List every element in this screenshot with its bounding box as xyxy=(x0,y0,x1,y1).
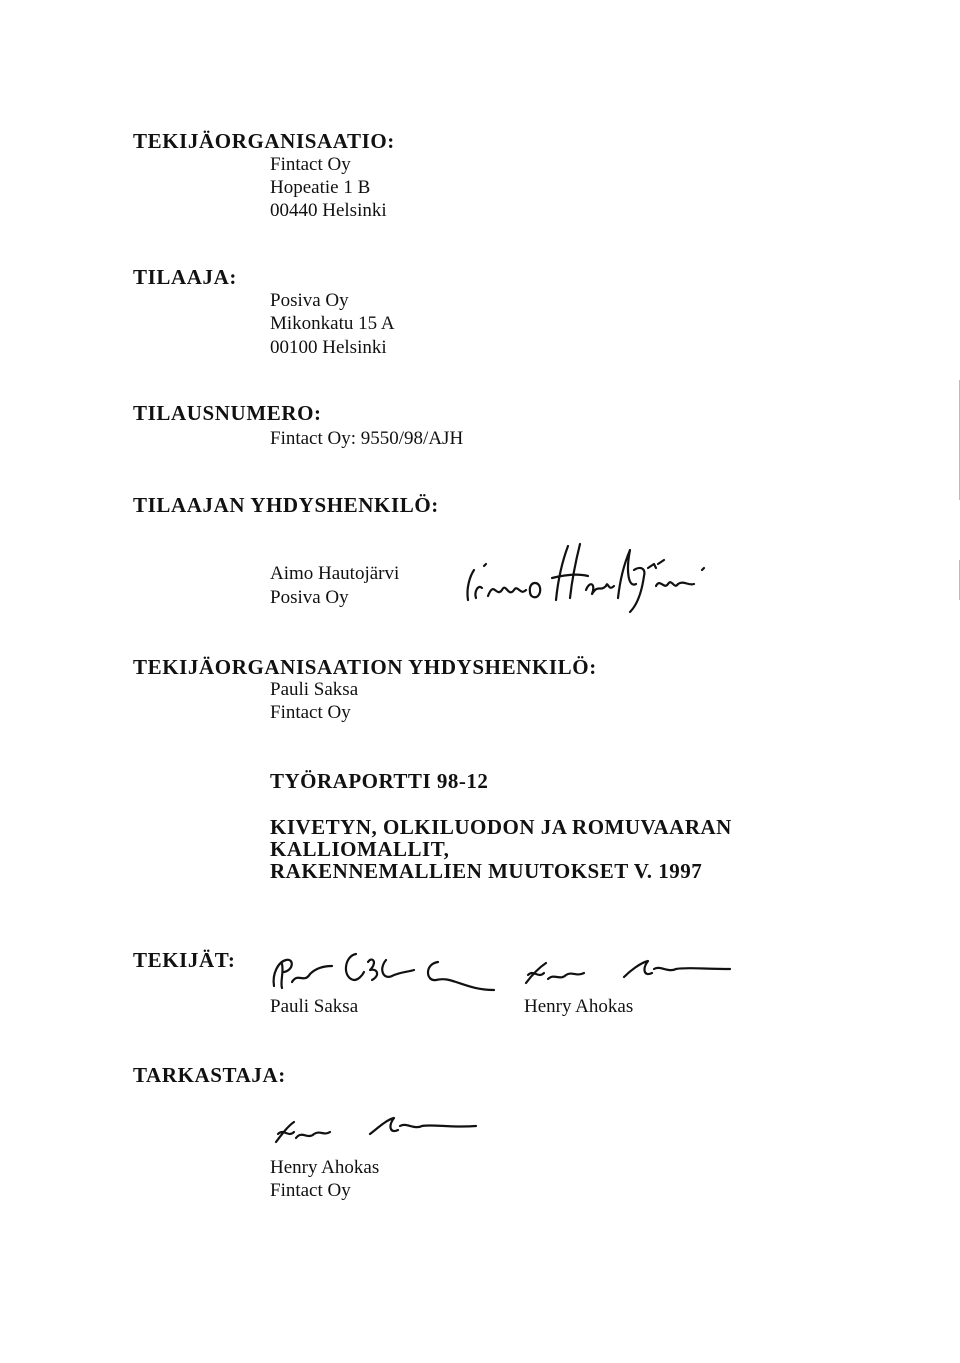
tekijaorganisaation-yhdyshenkilo-name: Pauli Saksa xyxy=(270,679,359,700)
tilaaja-line-1: Posiva Oy xyxy=(270,290,349,311)
tekijaorganisaation-yhdyshenkilo-org: Fintact Oy xyxy=(270,702,351,723)
tilaaja-label: TILAAJA: xyxy=(133,265,237,289)
signature-henry-ahokas-icon xyxy=(520,955,735,995)
signature-aimo-hautojarvi-icon xyxy=(458,540,708,615)
signature-tarkastaja-icon xyxy=(270,1110,480,1155)
report-title-line-2: KALLIOMALLIT, xyxy=(270,837,450,861)
tilausnumero-value: Fintact Oy: 9550/98/AJH xyxy=(270,428,464,449)
tilaajan-yhdyshenkilo-org: Posiva Oy xyxy=(270,587,349,608)
tekijaorganisaation-yhdyshenkilo-label: TEKIJÄORGANISAATION YHDYSHENKILÖ: xyxy=(133,655,597,679)
tilaajan-yhdyshenkilo-label: TILAAJAN YHDYSHENKILÖ: xyxy=(133,493,439,517)
tilaajan-yhdyshenkilo-name: Aimo Hautojärvi xyxy=(270,563,400,584)
tekijat-label: TEKIJÄT: xyxy=(133,948,236,972)
author-2-name: Henry Ahokas xyxy=(524,996,634,1017)
tilaaja-line-2: Mikonkatu 15 A xyxy=(270,313,395,334)
tekijaorganisaatio-label: TEKIJÄORGANISAATIO: xyxy=(133,129,395,153)
report-title-line-3: RAKENNEMALLIEN MUUTOKSET V. 1997 xyxy=(270,859,703,883)
tarkastaja-label: TARKASTAJA: xyxy=(133,1063,286,1087)
report-number: TYÖRAPORTTI 98-12 xyxy=(270,769,489,793)
author-1-name: Pauli Saksa xyxy=(270,996,359,1017)
tarkastaja-org: Fintact Oy xyxy=(270,1180,351,1201)
tekijaorganisaatio-line-2: Hopeatie 1 B xyxy=(270,177,371,198)
report-title-line-1: KIVETYN, OLKILUODON JA ROMUVAARAN xyxy=(270,815,732,839)
tilaaja-line-3: 00100 Helsinki xyxy=(270,337,387,358)
tekijaorganisaatio-line-1: Fintact Oy xyxy=(270,154,351,175)
tekijaorganisaatio-line-3: 00440 Helsinki xyxy=(270,200,387,221)
tarkastaja-name: Henry Ahokas xyxy=(270,1157,380,1178)
signature-pauli-saksa-icon xyxy=(268,942,518,1000)
tilausnumero-label: TILAUSNUMERO: xyxy=(133,401,322,425)
